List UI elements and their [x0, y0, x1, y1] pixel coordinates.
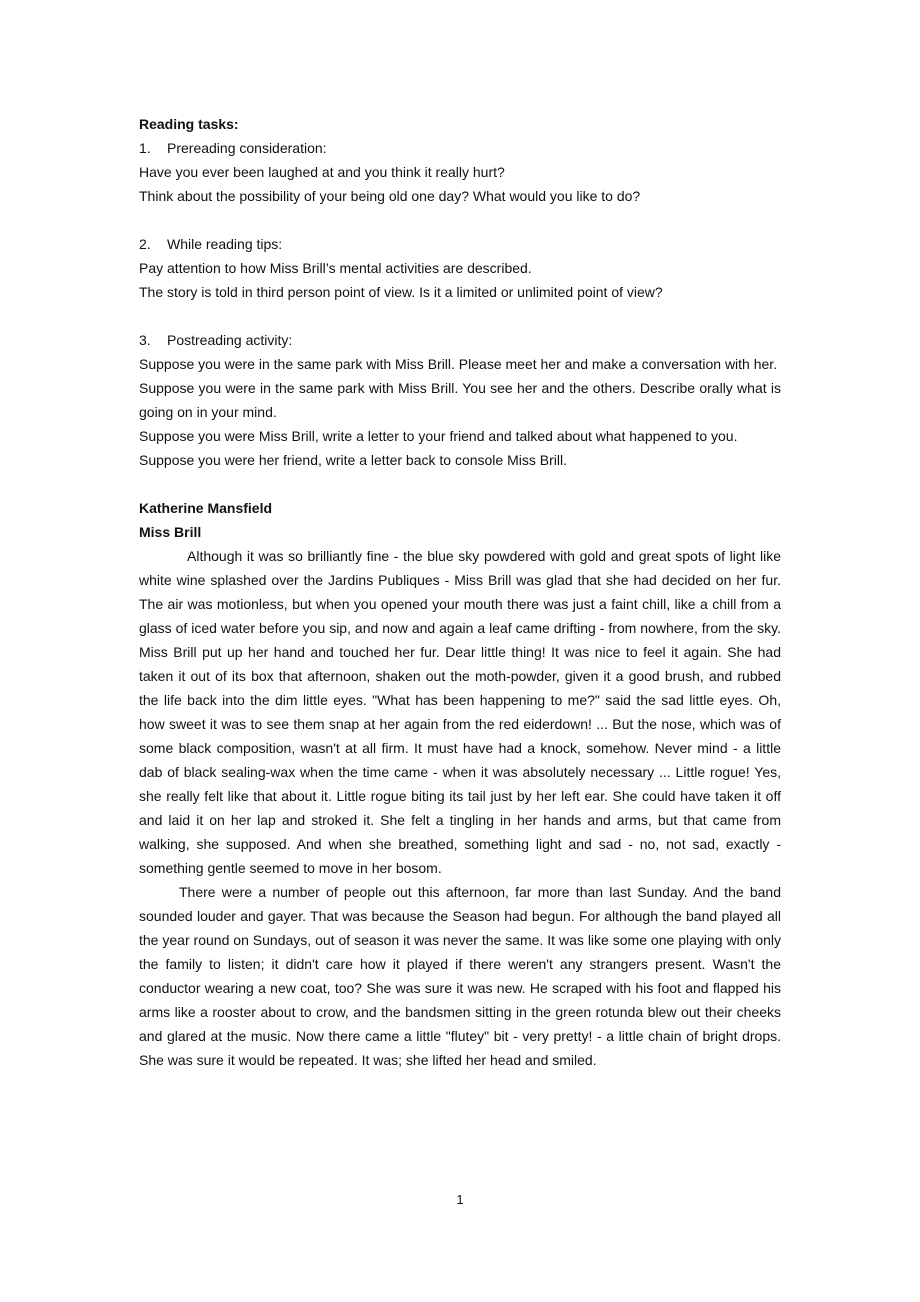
- spacer: [139, 304, 781, 328]
- section-2-item: The story is told in third person point of view. Is it a limited or unlimited point of view?: [139, 284, 663, 300]
- story-paragraph: There were a number of people out this afternoon, far more than last Sunday. And the band sounded louder and gayer. That was because the Season had begun. For although the band played all the year round on Sundays, out of season it was never the same. It was like some one playing with only the family to listen; it didn't care how it played if there weren't any strangers present. Wasn't the conductor wearing a new coat, too? She was sure it was new. He scraped with his foot and flapped his arms like a rooster about to crow, and the bandsmen sitting in the green rotunda blew out their cheeks and glared at the music. Now there came a little "flutey" bit - very pretty! - a little chain of bright drops. She was sure it would be repeated. It was; she lifted her head and smiled.: [139, 884, 781, 1068]
- section-2-title: While reading tips:: [167, 236, 283, 252]
- section-2-title-line: [139, 232, 781, 256]
- section-3-item: Suppose you were Miss Brill, write a letter to your friend and talked about what happened to you.: [139, 428, 738, 444]
- spacer: [139, 472, 781, 496]
- section-1-title-line: [139, 136, 781, 160]
- page-content: [139, 112, 781, 1072]
- story-author: Katherine Mansfield: [139, 500, 273, 516]
- section-1-item: Have you ever been laughed at and you think it really hurt?: [139, 164, 505, 180]
- section-1-item: Think about the possibility of your being old one day? What would you like to do?: [139, 188, 641, 204]
- section-3-item: Suppose you were in the same park with Miss Brill. Please meet her and make a conversation with her.: [139, 356, 778, 372]
- section-2-item: Pay attention to how Miss Brill’s mental activities are described.: [139, 260, 532, 276]
- section-1-number: 1.: [139, 140, 151, 156]
- section-3-number: 3.: [139, 332, 151, 348]
- page-number: 1: [456, 1192, 464, 1207]
- spacer: [139, 208, 781, 232]
- section-3-title-line: [139, 328, 781, 352]
- section-3-item: Suppose you were in the same park with Miss Brill. You see her and the others. Describe orally what is going on in your mind.: [139, 380, 781, 420]
- reading-tasks-heading: Reading tasks:: [139, 116, 239, 132]
- section-3-item: Suppose you were her friend, write a letter back to console Miss Brill.: [139, 452, 567, 468]
- section-3-title: Postreading activity:: [167, 332, 293, 348]
- story-paragraph: Although it was so brilliantly fine - the blue sky powdered with gold and great spots of light like white wine splashed over the Jardins Publiques - Miss Brill was glad that she had decided on her fur. The air was motionless, but when you opened your mouth there was just a faint chill, like a chill from a glass of iced water before you sip, and now and again a leaf came drifting - from nowhere, from the sky. Miss Brill put up her hand and touched her fur. Dear little thing! It was nice to feel it again. She had taken it out of its box that afternoon, shaken out the moth-powder, given it a good brush, and rubbed the life back into the dim little eyes. "What has been happening to me?" said the sad little eyes. Oh, how sweet it was to see them snap at her again from the red eiderdown! ... But the nose, which was of some black composition, wasn't at all firm. It must have had a knock, somehow. Never mind - a little dab of black sealing-wax when the time came - when it was absolutely necessary ... Little rogue! Yes, she really felt like that about it. Little rogue biting its tail just by her left ear. She could have taken it off and laid it on her lap and stroked it. She felt a tingling in her hands and arms, but that came from walking, she supposed. And when she breathed, something light and sad - no, not sad, exactly - something gentle seemed to move in her bosom.: [139, 548, 781, 876]
- story-title: Miss Brill: [139, 524, 202, 540]
- section-1-title: Prereading consideration:: [167, 140, 327, 156]
- section-2-number: 2.: [139, 236, 151, 252]
